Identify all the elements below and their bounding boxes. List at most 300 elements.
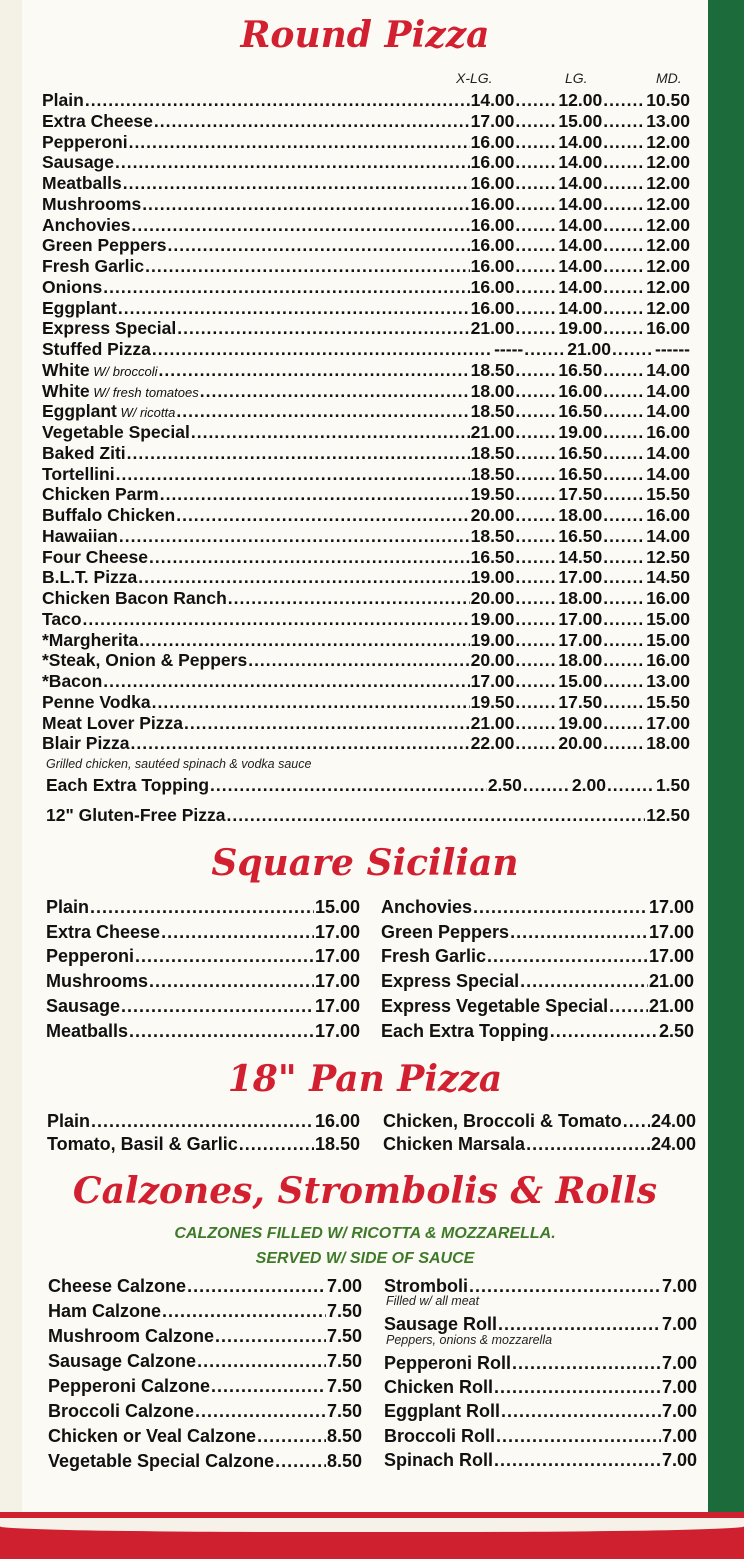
col-header-lg: LG. <box>565 70 588 86</box>
item-name: Broccoli Calzone <box>48 1401 195 1421</box>
leader-dots <box>515 609 557 630</box>
price: 24.00 <box>650 1111 696 1131</box>
price: 7.00 <box>661 1352 697 1373</box>
price-xlg: 17.00 <box>470 110 515 131</box>
gluten-free-row <box>46 805 690 826</box>
leader-dots <box>275 1451 326 1472</box>
round-pizza-row <box>42 360 690 381</box>
leader-dots <box>515 215 557 236</box>
leader-dots <box>515 713 557 734</box>
round-pizza-row <box>42 152 690 173</box>
price-xlg: 18.50 <box>470 359 515 380</box>
leader-dots <box>129 132 470 153</box>
round-pizza-row <box>42 609 690 630</box>
item-name: Hawaiian <box>42 525 118 546</box>
item-name: Express Vegetable Special <box>381 995 609 1016</box>
price-lg: 14.50 <box>558 546 603 567</box>
round-pizza-row <box>42 173 690 194</box>
item-name: Meat Lover Pizza <box>42 712 184 733</box>
item-name: Meatballs <box>42 173 122 193</box>
round-pizza-row <box>42 277 690 298</box>
price-lg: 19.00 <box>558 712 603 733</box>
item-name: Pepperoni <box>46 946 135 967</box>
price-lg: 19.00 <box>558 318 603 339</box>
stromboli-roll-row <box>384 1401 697 1422</box>
pan-pizza-row <box>47 1111 360 1132</box>
item-name: Stromboli <box>384 1276 468 1296</box>
leader-dots <box>515 464 557 485</box>
leader-dots <box>121 996 314 1017</box>
calzones-title: Calzones, Strombolis & Rolls <box>72 1170 658 1212</box>
price-lg: 12.00 <box>558 90 603 110</box>
leader-dots <box>609 996 648 1017</box>
item-name: Blair Pizza <box>42 733 130 754</box>
price-lg: 14.00 <box>558 173 603 193</box>
calzone-row <box>48 1326 362 1347</box>
leader-dots <box>523 775 571 796</box>
round-pizza-row <box>42 671 690 692</box>
price-xlg: ----- <box>494 339 524 359</box>
price-lg: 20.00 <box>558 733 603 754</box>
price-md: 13.00 <box>646 110 690 131</box>
leader-dots <box>515 256 557 277</box>
leader-dots <box>168 235 470 256</box>
item-name: Penne Vodka <box>42 691 151 712</box>
leader-dots <box>603 464 645 485</box>
price-lg: 17.00 <box>558 567 603 588</box>
leader-dots <box>152 692 470 713</box>
square-sicilian-row <box>46 996 360 1017</box>
leader-dots <box>512 1353 661 1374</box>
leader-dots <box>515 567 557 588</box>
price: 17.00 <box>648 946 694 967</box>
item-name: Plain <box>42 90 84 110</box>
leader-dots <box>520 971 648 992</box>
price-lg: 14.00 <box>558 256 603 276</box>
item-name: Pepperoni Calzone <box>48 1376 211 1396</box>
item-name: Chicken Roll <box>384 1376 494 1397</box>
price-lg: 15.00 <box>558 671 603 691</box>
leader-dots <box>515 90 557 111</box>
leader-dots <box>603 547 645 568</box>
price-lg: 2.00 <box>571 775 606 795</box>
item-name: Four Cheese <box>42 546 148 567</box>
leader-dots <box>515 152 557 173</box>
price: 8.50 <box>326 1426 362 1446</box>
leader-dots <box>176 505 469 526</box>
price-xlg: 21.00 <box>470 318 515 339</box>
item-note: Peppers, onions & mozzarella <box>386 1332 553 1347</box>
leader-dots <box>197 1351 326 1372</box>
price: 17.00 <box>648 897 694 917</box>
price: 17.00 <box>314 971 360 992</box>
stromboli-roll-row <box>384 1426 697 1447</box>
round-pizza-row <box>42 90 690 111</box>
leader-dots <box>515 194 557 215</box>
price-lg: 18.00 <box>558 650 603 671</box>
leader-dots <box>603 422 645 443</box>
leader-dots <box>603 298 645 319</box>
item-note: Filled w/ all meat <box>386 1294 480 1309</box>
leader-dots <box>515 360 557 381</box>
item-name: Eggplant Roll <box>384 1401 500 1422</box>
item-name: Baked Ziti <box>42 442 126 463</box>
square-sicilian-row <box>381 897 694 918</box>
calzone-row <box>48 1426 362 1447</box>
leader-dots <box>494 1450 661 1471</box>
leader-dots <box>603 401 645 422</box>
leader-dots <box>550 1021 658 1042</box>
price-md: 16.00 <box>646 422 690 442</box>
leader-dots <box>494 1377 661 1398</box>
leader-dots <box>138 567 469 588</box>
round-pizza-row <box>42 215 690 236</box>
price-lg: 14.00 <box>558 235 603 256</box>
leader-dots <box>603 567 645 588</box>
item-name: Spinach Roll <box>384 1449 494 1470</box>
square-sicilian-row <box>381 996 694 1017</box>
leader-dots <box>603 235 645 256</box>
price-md: 13.00 <box>646 671 690 691</box>
item-name: Green Peppers <box>42 235 167 256</box>
price: 7.00 <box>661 1449 697 1470</box>
price-md: 14.00 <box>646 463 690 484</box>
price-lg: 17.00 <box>558 629 603 650</box>
leader-dots <box>510 922 648 943</box>
price-xlg: 16.00 <box>470 193 515 214</box>
round-pizza-row <box>42 505 690 526</box>
round-pizza-row <box>42 526 690 547</box>
leader-dots <box>603 277 645 298</box>
price-md: 14.00 <box>646 442 690 463</box>
item-note: W/ ricotta <box>116 405 176 421</box>
item-name: Broccoli Roll <box>384 1425 496 1446</box>
leader-dots <box>161 922 314 943</box>
leader-dots <box>603 733 645 754</box>
price-md: 14.00 <box>646 401 690 422</box>
leader-dots <box>501 1401 661 1422</box>
pan-pizza-row <box>383 1111 696 1132</box>
right-green-border <box>708 0 744 1559</box>
round-pizza-row <box>42 630 690 651</box>
leader-dots <box>603 650 645 671</box>
leader-dots <box>623 1111 650 1132</box>
round-pizza-row <box>42 733 690 754</box>
leader-dots <box>515 173 557 194</box>
item-name: White W/ broccoli <box>42 359 158 380</box>
price-xlg: 16.00 <box>470 152 515 173</box>
square-sicilian-row <box>381 946 694 967</box>
leader-dots <box>83 609 470 630</box>
price-md: 10.50 <box>646 90 690 110</box>
item-name: *Bacon <box>42 671 103 691</box>
price-xlg: 16.00 <box>470 131 515 152</box>
item-name: Anchovies <box>42 214 131 235</box>
price-md: 15.00 <box>646 629 690 650</box>
price-lg: 14.00 <box>558 214 603 235</box>
price-lg: 16.50 <box>558 359 603 380</box>
bottom-white-stripe <box>0 1518 744 1532</box>
item-name: Each Extra Topping <box>46 775 210 795</box>
item-name: Each Extra Topping <box>381 1020 549 1041</box>
item-name: Tomato, Basil & Garlic <box>47 1134 238 1154</box>
round-pizza-row <box>42 381 690 402</box>
price-xlg: 16.00 <box>470 235 515 256</box>
price: 16.00 <box>314 1111 360 1131</box>
leader-dots <box>515 298 557 319</box>
price-lg: 14.00 <box>558 193 603 214</box>
item-name: Fresh Garlic <box>381 946 487 967</box>
leader-dots <box>515 235 557 256</box>
price-lg: 16.50 <box>558 525 603 546</box>
square-sicilian-row <box>46 946 360 967</box>
leader-dots <box>515 132 557 153</box>
price-md: 14.00 <box>646 359 690 380</box>
leader-dots <box>215 1326 326 1347</box>
leader-dots <box>515 588 557 609</box>
price-md: 12.00 <box>646 173 690 193</box>
price-xlg: 16.50 <box>470 546 515 567</box>
leader-dots <box>603 505 645 526</box>
leader-dots <box>473 897 648 918</box>
price-md: 12.00 <box>646 297 690 318</box>
price-lg: 15.00 <box>558 110 603 131</box>
leader-dots <box>515 630 557 651</box>
leader-dots <box>603 443 645 464</box>
leader-dots <box>469 1276 661 1297</box>
leader-dots <box>129 1021 314 1042</box>
price-xlg: 21.00 <box>470 422 515 442</box>
item-name: Onions <box>42 276 103 297</box>
leader-dots <box>116 464 470 485</box>
leader-dots <box>515 318 557 339</box>
leader-dots <box>515 526 557 547</box>
price-lg: 16.50 <box>558 401 603 422</box>
leader-dots <box>132 215 470 236</box>
leader-dots <box>142 194 469 215</box>
leader-dots <box>90 897 314 918</box>
item-name: Sausage Calzone <box>48 1351 197 1371</box>
price: 17.00 <box>314 921 360 942</box>
item-note: W/ broccoli <box>89 363 158 379</box>
item-name: Mushrooms <box>46 971 149 992</box>
leader-dots <box>139 630 469 651</box>
leader-dots <box>603 630 645 651</box>
price-xlg: 16.00 <box>470 276 515 297</box>
price-lg: 16.00 <box>558 380 603 401</box>
leader-dots <box>603 360 645 381</box>
price: 7.50 <box>326 1401 362 1421</box>
item-name: Chicken Parm <box>42 484 159 505</box>
price-md: 16.00 <box>646 505 690 525</box>
item-name: Eggplant <box>42 297 117 318</box>
price: 7.00 <box>661 1276 697 1296</box>
leader-dots <box>177 318 469 339</box>
leader-dots <box>515 692 557 713</box>
item-name: Tortellini <box>42 463 115 484</box>
item-name: Mushroom Calzone <box>48 1326 215 1346</box>
left-edge <box>0 0 22 1559</box>
item-name: Cheese Calzone <box>48 1276 187 1296</box>
calzone-row <box>48 1301 362 1322</box>
leader-dots <box>248 650 469 671</box>
price-md: 12.00 <box>646 214 690 235</box>
item-name: Chicken Bacon Ranch <box>42 588 227 608</box>
stromboli-roll-row <box>384 1377 697 1398</box>
item-name: Ham Calzone <box>48 1301 162 1321</box>
round-pizza-row <box>42 650 690 671</box>
item-name: Taco <box>42 608 82 629</box>
price: 7.00 <box>661 1376 697 1397</box>
item-name: Sausage <box>46 995 121 1016</box>
item-name: Anchovies <box>381 897 473 917</box>
round-pizza-row <box>42 339 690 360</box>
price-xlg: 19.00 <box>470 608 515 629</box>
price: 17.00 <box>314 946 360 967</box>
price-lg: 14.00 <box>558 276 603 297</box>
price-md: 18.00 <box>646 733 690 754</box>
price-xlg: 19.00 <box>470 567 515 588</box>
leader-dots <box>149 547 470 568</box>
leader-dots <box>515 484 557 505</box>
leader-dots <box>176 401 469 422</box>
leader-dots <box>603 671 645 692</box>
leader-dots <box>515 401 557 422</box>
leader-dots <box>184 713 470 734</box>
price-lg: 18.00 <box>558 588 603 608</box>
leader-dots <box>515 671 557 692</box>
leader-dots <box>123 173 470 194</box>
leader-dots <box>195 1401 326 1422</box>
leader-dots <box>152 339 493 360</box>
leader-dots <box>131 733 470 754</box>
item-name: Vegetable Special Calzone <box>48 1451 275 1471</box>
price: 7.00 <box>326 1276 362 1296</box>
pan-pizza-title: 18" Pan Pizza <box>227 1058 503 1100</box>
price: 17.00 <box>648 921 694 942</box>
price: 15.00 <box>314 897 360 917</box>
leader-dots <box>515 733 557 754</box>
round-pizza-row <box>42 235 690 256</box>
price-xlg: 16.00 <box>470 214 515 235</box>
leader-dots <box>515 505 557 526</box>
price-xlg: 19.00 <box>470 629 515 650</box>
price-lg: 19.00 <box>558 422 603 442</box>
round-pizza-row <box>42 422 690 443</box>
price-md: 15.50 <box>646 691 690 712</box>
price-xlg: 21.00 <box>470 712 515 733</box>
item-name: Sausage Roll <box>384 1314 498 1335</box>
leader-dots <box>91 1111 314 1132</box>
calzone-row <box>48 1351 362 1372</box>
item-name: Plain <box>47 1111 91 1131</box>
price-lg: 16.50 <box>558 442 603 463</box>
leader-dots <box>515 422 557 443</box>
calzones-subtitle-1: CALZONES FILLED W/ RICOTTA & MOZZARELLA. <box>174 1225 556 1242</box>
leader-dots <box>210 775 487 796</box>
price-md: 15.50 <box>646 484 690 505</box>
round-pizza-row <box>42 318 690 339</box>
price-md: 1.50 <box>655 775 690 795</box>
leader-dots <box>603 381 645 402</box>
item-name: Chicken Marsala <box>383 1134 526 1154</box>
price: 17.00 <box>314 995 360 1016</box>
round-pizza-row <box>42 547 690 568</box>
round-pizza-row <box>42 401 690 422</box>
leader-dots <box>257 1426 326 1447</box>
price: 7.50 <box>326 1326 362 1346</box>
leader-dots <box>603 90 645 111</box>
square-sicilian-row <box>381 922 694 943</box>
price-lg: 18.00 <box>558 505 603 525</box>
leader-dots <box>103 277 469 298</box>
leader-dots <box>603 256 645 277</box>
square-sicilian-row <box>46 897 360 918</box>
price-xlg: 20.00 <box>470 650 515 671</box>
leader-dots <box>515 277 557 298</box>
leader-dots <box>85 90 470 111</box>
leader-dots <box>603 132 645 153</box>
price-md: 12.00 <box>646 152 690 173</box>
leader-dots <box>603 588 645 609</box>
price: 7.00 <box>661 1401 697 1422</box>
leader-dots <box>603 609 645 630</box>
price-xlg: 18.50 <box>470 442 515 463</box>
price: 7.00 <box>661 1425 697 1446</box>
item-name: Mushrooms <box>42 193 142 214</box>
item-name: B.L.T. Pizza <box>42 567 138 588</box>
price-md: 15.00 <box>646 608 690 629</box>
price: 7.50 <box>326 1301 362 1321</box>
price: 24.00 <box>650 1134 696 1154</box>
leader-dots <box>524 339 566 360</box>
leader-dots <box>115 152 470 173</box>
leader-dots <box>603 194 645 215</box>
price-md: 12.00 <box>646 131 690 152</box>
price-lg: 14.00 <box>558 152 603 173</box>
price: 7.50 <box>326 1376 362 1396</box>
square-sicilian-row <box>46 1021 360 1042</box>
price-md: 12.00 <box>646 256 690 276</box>
price: 8.50 <box>326 1451 362 1471</box>
price-xlg: 18.50 <box>470 463 515 484</box>
leader-dots <box>160 484 470 505</box>
price-xlg: 16.00 <box>470 173 515 193</box>
price: 21.00 <box>648 971 694 992</box>
price-xlg: 20.00 <box>470 588 515 608</box>
pan-pizza-row <box>383 1134 696 1155</box>
price-lg: 21.00 <box>567 339 612 359</box>
leader-dots <box>603 484 645 505</box>
price-lg: 17.50 <box>558 484 603 505</box>
price-lg: 16.50 <box>558 463 603 484</box>
leader-dots <box>228 588 470 609</box>
leader-dots <box>603 318 645 339</box>
price: 18.50 <box>314 1134 360 1154</box>
leader-dots <box>145 256 469 277</box>
leader-dots <box>515 650 557 671</box>
price-xlg: 16.00 <box>470 256 515 276</box>
col-header-md: MD. <box>656 70 682 86</box>
col-header-xlg: X-LG. <box>456 70 493 86</box>
price-md: 16.00 <box>646 650 690 671</box>
price-md: 17.00 <box>646 712 690 733</box>
item-name: Fresh Garlic <box>42 256 145 276</box>
price-xlg: 16.00 <box>470 297 515 318</box>
leader-dots <box>118 298 470 319</box>
square-sicilian-title: Square Sicilian <box>211 842 519 884</box>
price-xlg: 18.50 <box>470 401 515 422</box>
